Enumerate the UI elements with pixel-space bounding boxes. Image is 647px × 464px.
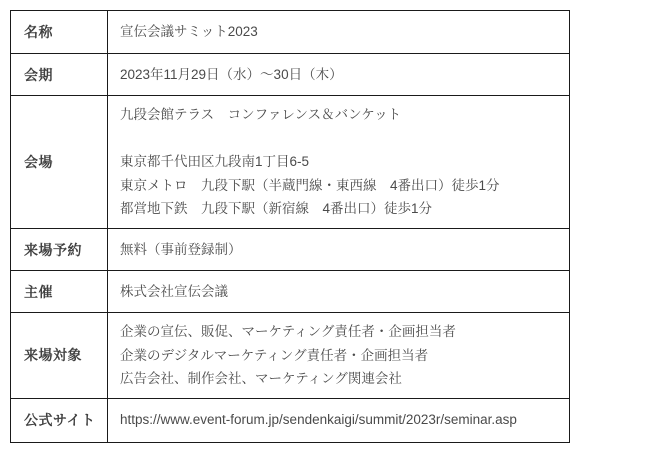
row-reservation — [11, 229, 570, 271]
venue-cell — [108, 96, 570, 229]
event-info-table — [10, 10, 570, 443]
event-dates-value: 2023年11月29日（水）～30日（木） — [120, 66, 343, 82]
row-audience — [11, 313, 570, 399]
event-dates-cell — [108, 54, 570, 96]
event-name-value: 宣伝会議サミット2023 — [120, 24, 258, 40]
audience-line-2: 企業のデジタルマーケティング責任者・企画担当者 — [120, 347, 429, 363]
event-name-label: 名称 — [11, 11, 108, 54]
venue-label: 会場 — [11, 96, 108, 229]
official-site-cell — [108, 398, 570, 442]
official-site-label: 公式サイト — [11, 398, 108, 442]
venue-name-line: 九段会館テラス コンファレンス＆バンケット — [120, 107, 402, 123]
venue-access-toei-line: 都営地下鉄 九段下駅（新宿線 4番出口）徒歩1分 — [120, 201, 433, 217]
official-site-url: https://www.event-forum.jp/sendenkaigi/summit/2023r/seminar.asp — [120, 412, 517, 428]
venue-blank-line — [120, 127, 559, 151]
audience-cell — [108, 313, 570, 399]
reservation-value: 無料（事前登録制） — [120, 241, 242, 257]
row-event-name — [11, 11, 570, 54]
organizer-cell — [108, 271, 570, 313]
venue-address-line: 東京都千代田区九段南1丁目6-5 — [120, 154, 310, 170]
row-organizer — [11, 271, 570, 313]
row-official-site — [11, 398, 570, 442]
reservation-cell — [108, 229, 570, 271]
reservation-label: 来場予約 — [11, 229, 108, 271]
organizer-value: 株式会社宣伝会議 — [120, 283, 228, 299]
row-event-dates — [11, 54, 570, 96]
audience-line-3: 広告会社、制作会社、マーケティング関連会社 — [120, 371, 402, 387]
event-dates-label: 会期 — [11, 54, 108, 96]
audience-line-1: 企業の宣伝、販促、マーケティング責任者・企画担当者 — [120, 324, 456, 339]
venue-access-metro-line: 東京メトロ 九段下駅（半蔵門線・東西線 4番出口）徒歩1分 — [120, 177, 500, 193]
organizer-label: 主催 — [11, 271, 108, 313]
row-venue — [11, 96, 570, 229]
audience-label: 来場対象 — [11, 313, 108, 399]
event-name-cell — [108, 11, 570, 54]
